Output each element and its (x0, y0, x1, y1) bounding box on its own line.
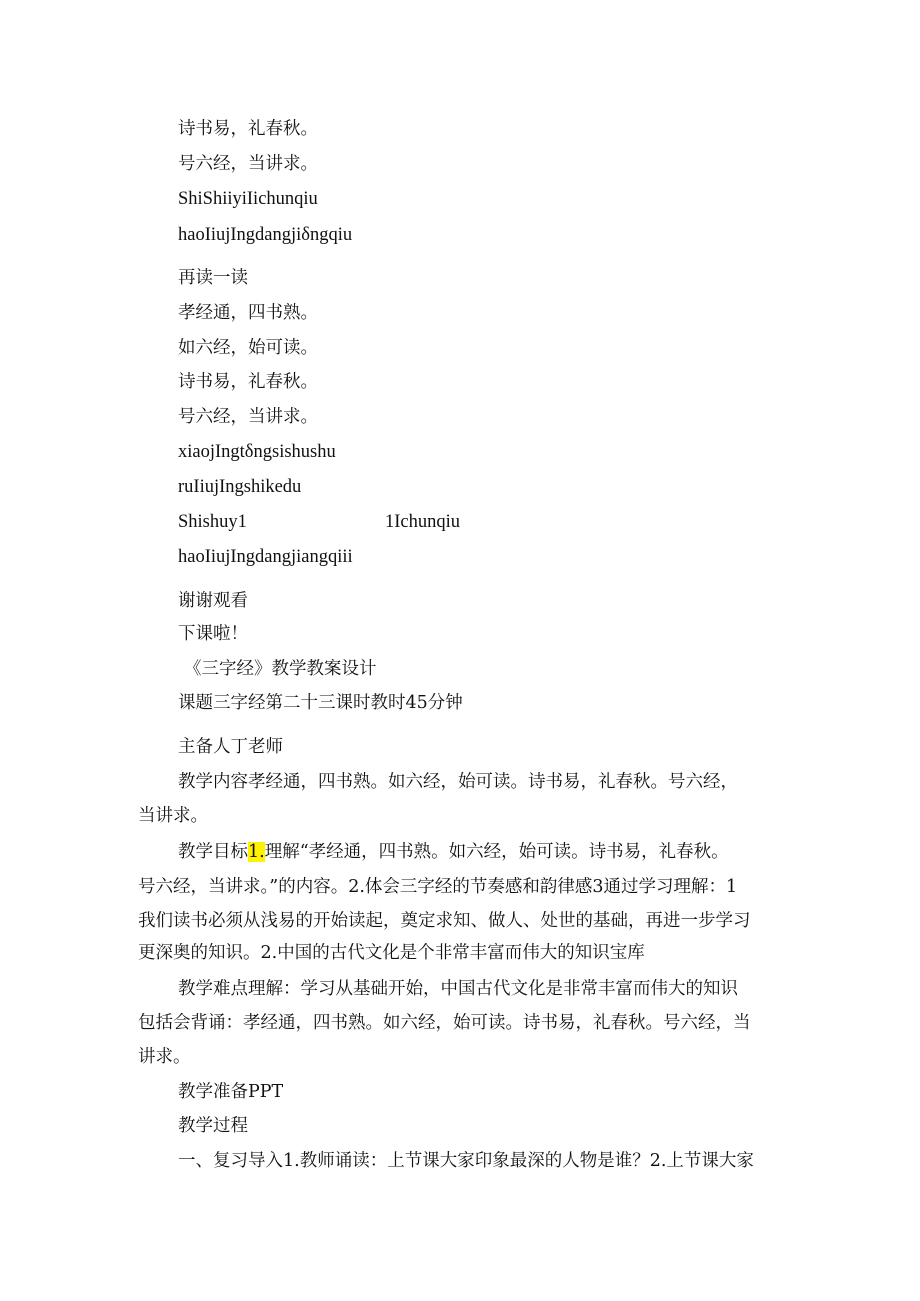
plan-preparation: 教学准备PPT (178, 1082, 284, 1102)
objectives-label: 教学目标 (178, 842, 248, 862)
plan-preparer: 主备人丁老师 (178, 737, 283, 757)
pinyin-line: xiaojIngtδngsishushu (178, 442, 336, 462)
plan-difficulty: 讲求。 (138, 1047, 191, 1067)
verse-line: 号六经，当讲求。 (178, 154, 318, 174)
plan-objectives: 号六经，当讲求。”的内容。2.体会三字经的节奏感和韵律感3通过学习理解：1 (138, 877, 738, 897)
end-class-text: 下课啦！ (178, 624, 248, 644)
section-heading: 再读一读 (178, 268, 248, 288)
thanks-text: 谢谢观看 (178, 591, 248, 611)
pinyin-line: haoIiujIngdangjiangqiii (178, 547, 353, 567)
plan-objectives (178, 841, 729, 863)
pinyin-line: Shishuy1 (178, 512, 247, 532)
verse-line: 如六经，始可读。 (178, 338, 318, 358)
plan-objectives: 我们读书必须从浅易的开始读起，奠定求知、做人、处世的基础，再进一步学习 (138, 911, 751, 931)
highlighted-number: 1. (248, 842, 265, 862)
plan-topic: 课题三字经第二十三课时教时45分钟 (178, 693, 463, 713)
plan-objectives: 更深奥的知识。2.中国的古代文化是个非常丰富而伟大的知识宝库 (138, 943, 645, 963)
plan-difficulty: 包括会背诵：孝经通，四书熟。如六经，始可读。诗书易，礼春秋。号六经，当 (138, 1013, 751, 1033)
objectives-text: 理解“孝经通，四书熟。如六经，始可读。诗书易，礼春秋。 (264, 842, 729, 862)
plan-difficulty: 教学难点理解：学习从基础开始，中国古代文化是非常丰富而伟大的知识 (178, 979, 738, 999)
plan-content: 当讲求。 (138, 806, 208, 826)
plan-process: 一、复习导入1.教师诵读：上节课大家印象最深的人物是谁？2.上节课大家 (178, 1151, 754, 1171)
plan-title: 《三字经》教学教案设计 (184, 659, 377, 679)
verse-line: 诗书易，礼春秋。 (178, 119, 318, 139)
pinyin-line: 1Ichunqiu (385, 512, 461, 532)
plan-content: 教学内容孝经通，四书熟。如六经，始可读。诗书易，礼春秋。号六经， (178, 772, 738, 792)
verse-line: 诗书易，礼春秋。 (178, 372, 318, 392)
pinyin-line: ShiShiiyiIichunqiu (178, 189, 318, 209)
pinyin-line: haoIiujIngdangjiδngqiu (178, 225, 353, 245)
plan-process-heading: 教学过程 (178, 1116, 248, 1136)
verse-line: 号六经，当讲求。 (178, 407, 318, 427)
pinyin-line: ruIiujIngshikedu (178, 477, 302, 497)
verse-line: 孝经通，四书熟。 (178, 303, 318, 323)
